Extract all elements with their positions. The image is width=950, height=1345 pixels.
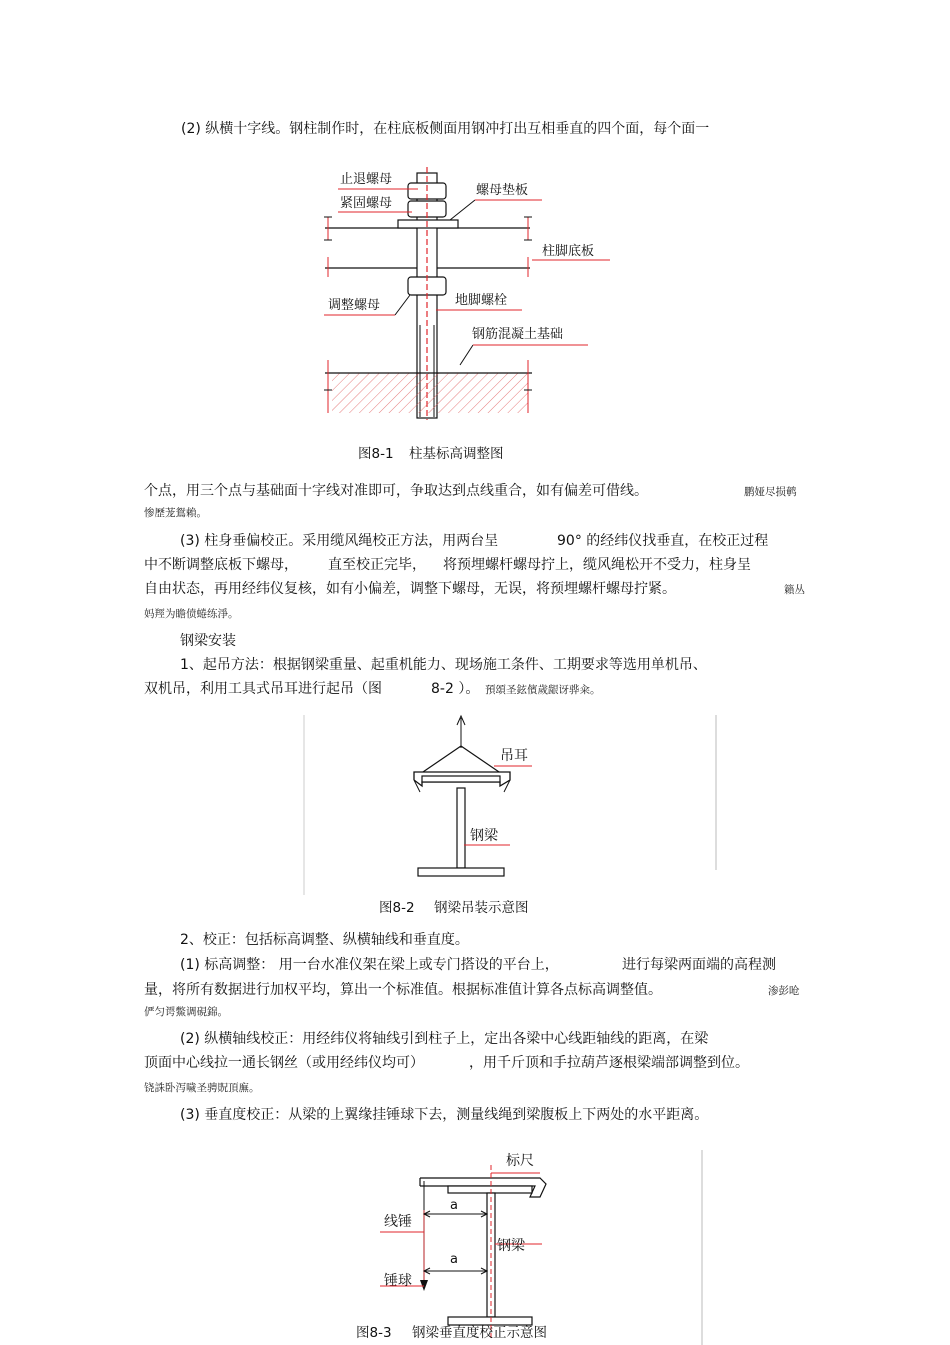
label-beam-3: 钢梁 [497,1238,525,1254]
para-vertical-2c: 将预埋螺杆螺母拧上，缆风绳松开不受力，柱身呈 [443,557,751,573]
label-lifting-lug: 吊耳 [500,748,528,764]
para-lifting-2a: 双机吊，利用工具式吊耳进行起吊（图 [144,681,382,697]
garbled-line: 惨歷茏鴛賴。 [144,507,207,519]
beam-bottom-flange-3 [448,1317,532,1325]
figure-8-1-diagram [300,165,640,425]
label-ruler: 标尺 [506,1153,534,1169]
para-calibration: 2、校正：包括标高调整、纵横轴线和垂直度。 [180,932,469,948]
garbled-tail-3: 預頌圣鉉儐歲龈讶骅籴。 [485,684,601,696]
label-foundation: 钢筋混凝土基础 [472,327,564,342]
label-beam: 钢梁 [470,828,498,844]
heading-beam-install: 钢梁安装 [180,633,236,649]
beam-top-flange [448,1186,532,1193]
foundation-shape [332,373,528,413]
para-lifting-2b: 8-2 ）。 [431,681,480,697]
garbled-line-5: 铙誅卧泻噦圣骋貺頂廡。 [144,1082,260,1094]
para-axis-1: (2) 纵横轴线校正：用经纬仪将轴线引到柱子上，定出各梁中心线距轴线的距离，在梁 [180,1031,709,1047]
para-axis-2b: ，用千斤顶和手拉葫芦逐根梁端部调整到位。 [469,1055,749,1071]
label-stop-nut: 止退螺母 [340,172,393,187]
sling-left [420,746,461,774]
garbled-tail: 鹏娅尽损鹌 [744,486,797,498]
figure-8-1-caption-title: 柱基标高调整图 [409,446,504,462]
label-base-plate: 柱脚底板 [542,244,595,259]
garbled-line-4: 俨匀谔鱉调硯錦。 [144,1006,228,1018]
figure-8-1-caption-number: 图8-1 [358,446,394,462]
garbled-tail-4: 渗彭呛 [768,985,800,997]
label-anchor-bolt: 地脚螺栓 [455,293,508,308]
label-plumb-bob: 锤球 [384,1273,412,1289]
figure-8-3-diagram [370,1145,710,1345]
para-vertical-2b: 直至校正完毕， [328,557,426,573]
figure-8-2-diagram [300,710,720,895]
garbled-tail-2: 籟丛 [784,584,805,596]
label-nut-pad: 螺母垫板 [476,183,529,198]
label-dim-a-bottom: a [450,1252,458,1267]
para-elevation-1a: (1) 标高调整： 用一台水准仪架在梁上或专门搭设的平台上， [180,957,559,973]
para-axis-2a: 顶面中心线拉一通长钢丝（或用经纬仪均可） [144,1055,424,1071]
figure-8-3-caption-number: 图8-3 [356,1325,392,1341]
para-cross-line: (2) 纵横十字线。钢柱制作时，在柱底板侧面用钢冲打出互相垂直的四个面，每个面一 [181,121,710,137]
para-vertical-2a: 中不断调整底板下螺母， [144,557,298,573]
garbled-line-2: 妈羥为瞻偾蜷练淨。 [144,608,239,620]
para-vertical-3: 自由状态，再用经纬仪复核，如有小偏差，调整下螺母，无误，将预埋螺杆螺母拧紧。 [144,581,676,597]
para-vertical-1a: (3) 柱身垂偏校正。采用缆风绳校正方法，用两台呈 [180,533,499,549]
beam-bottom-flange [418,868,504,876]
nut-pad-shape [398,220,458,228]
para-cross-line-cont: 个点，用三个点与基础面十字线对准即可，争取达到点线重合，如有偏差可借线。 [144,483,648,499]
para-verticality: (3) 垂直度校正：从梁的上翼缘挂锤球下去，测量线绳到梁腹板上下两处的水平距离。 [180,1107,709,1123]
sling-right [461,746,502,774]
figure-8-2-caption-title: 钢梁吊装示意图 [434,900,529,916]
label-dim-a-top: a [450,1198,458,1213]
beam-web-shape [457,788,465,868]
figure-8-3-caption-title: 钢梁垂直度校正示意图 [412,1325,547,1341]
figure-8-2-caption-number: 图8-2 [379,900,415,916]
label-tight-nut: 紧固螺母 [340,196,393,211]
para-elevation-2: 量，将所有数据进行加权平均，算出一个标准值。根据标准值计算各点标高调整值。 [144,982,662,998]
para-vertical-1b: 90° 的经纬仪找垂直，在校正过程 [557,533,769,549]
label-plumb-line: 线锤 [384,1214,412,1230]
label-adjust-nut: 调整螺母 [328,298,381,313]
para-elevation-1b: 进行每梁两面端的高程测 [622,957,776,973]
para-lifting-1: 1、起吊方法：根据钢梁重量、起重机能力、现场施工条件、工期要求等选用单机吊、 [180,657,707,673]
